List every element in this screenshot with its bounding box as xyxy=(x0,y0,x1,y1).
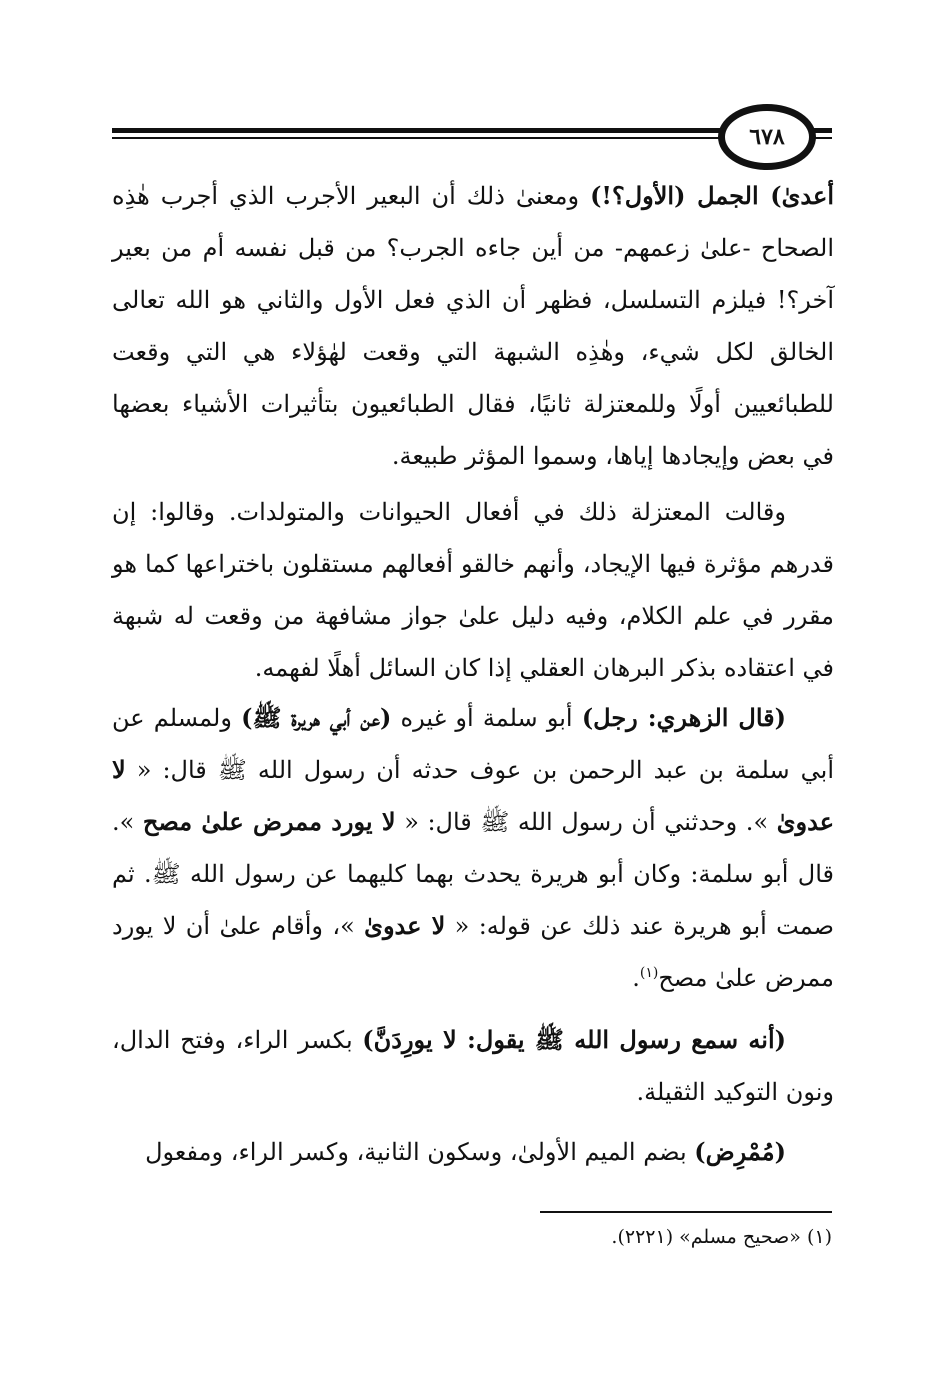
text-segment: أعدىٰ) الجمل xyxy=(685,181,834,210)
paragraph-4 xyxy=(112,1014,834,1118)
footnote: (١) «صحيح مسلم» (٢٢٢١). xyxy=(611,1226,832,1248)
text-segment: ». وحدثني أن رسول الله ﷺ قال: « xyxy=(395,808,777,836)
text-segment: (قال الزهري: رجل) xyxy=(581,703,787,732)
text-segment: ». قال أبو سلمة: وكان أبو هريرة يحدث بهما كليهما عن رسول الله ﷺ. ثم صمت أبو هريرة عند ذلك عن قوله: « xyxy=(112,808,834,940)
paragraph-5 xyxy=(112,1126,834,1178)
paragraph-1 xyxy=(112,170,834,482)
page-number-badge xyxy=(718,104,816,170)
text-segment: . xyxy=(632,964,640,992)
footnote-separator xyxy=(540,1211,832,1213)
paragraph-2 xyxy=(112,486,834,694)
text-segment: (عن أبي هريرة ﷺ) xyxy=(241,703,392,732)
text-segment: وقالت المعتزلة ذلك في أفعال الحيوانات والمتولدات. وقالوا: إن قدرهم مؤثرة فيها الإيجاد، وأنهم خالقو أفعالهم مستقلون باختراعها كما هو مقرر في علم الكلام، وفيه دليل علىٰ جواز مشافهة من وقعت له شبهة في اعتقاده بذكر البرهان العقلي إذا كان السائل أهلًا لفهمه. xyxy=(112,498,834,682)
text-segment: ولمسلم عن أبي سلمة بن عبد الرحمن بن عوف حدثه أن رسول الله ﷺ قال: « xyxy=(112,704,834,784)
paragraph-3 xyxy=(112,692,834,1004)
text-segment: أبو سلمة أو غيره xyxy=(391,704,582,732)
text-segment: بكسر الراء، وفتح الدال، ونون التوكيد الثقيلة. xyxy=(112,1026,834,1106)
text-segment: ومعنىٰ ذلك أن البعير الأجرب الذي أجرب هٰذِه الصحاح -علىٰ زعمهم- من أين جاءه الجرب؟ من قبل نفسه أم من بعير آخر؟! فيلزم التسلسل، فظهر أن الذي فعل الأول والثاني هو الله تعالى الخالق لكل شيء، وهٰذِه الشبهة التي وقعت لهٰؤلاء هي التي وقعت للطبائعيين أولًا وللمعتزلة ثانيًا، فقال الطبائعيون بتأثيرات الأشياء بعضها في بعض وإيجادها إياها، وسموا المؤثر طبيعة. xyxy=(112,182,834,470)
text-segment: لا عدوىٰ xyxy=(364,911,446,940)
text-segment: (الأول؟!) xyxy=(590,181,686,210)
text-segment: »، وأقام علىٰ أن لا يورد ممرض علىٰ مصح xyxy=(112,912,834,992)
text-segment: (مُمْرِض) xyxy=(694,1137,786,1166)
page-number: ٦٧٨ xyxy=(749,124,785,150)
text-segment: لا عدوىٰ xyxy=(112,755,835,836)
text-segment: بضم الميم الأولىٰ، وسكون الثانية، وكسر الراء، ومفعول xyxy=(145,1138,695,1166)
text-segment: لا يورد ممرض علىٰ مصح xyxy=(142,807,396,836)
footnote-reference[interactable]: (١) xyxy=(639,965,659,981)
text-segment: (أنه سمع رسول الله ﷺ يقول: لا يورِدَنَّ) xyxy=(362,1025,786,1054)
